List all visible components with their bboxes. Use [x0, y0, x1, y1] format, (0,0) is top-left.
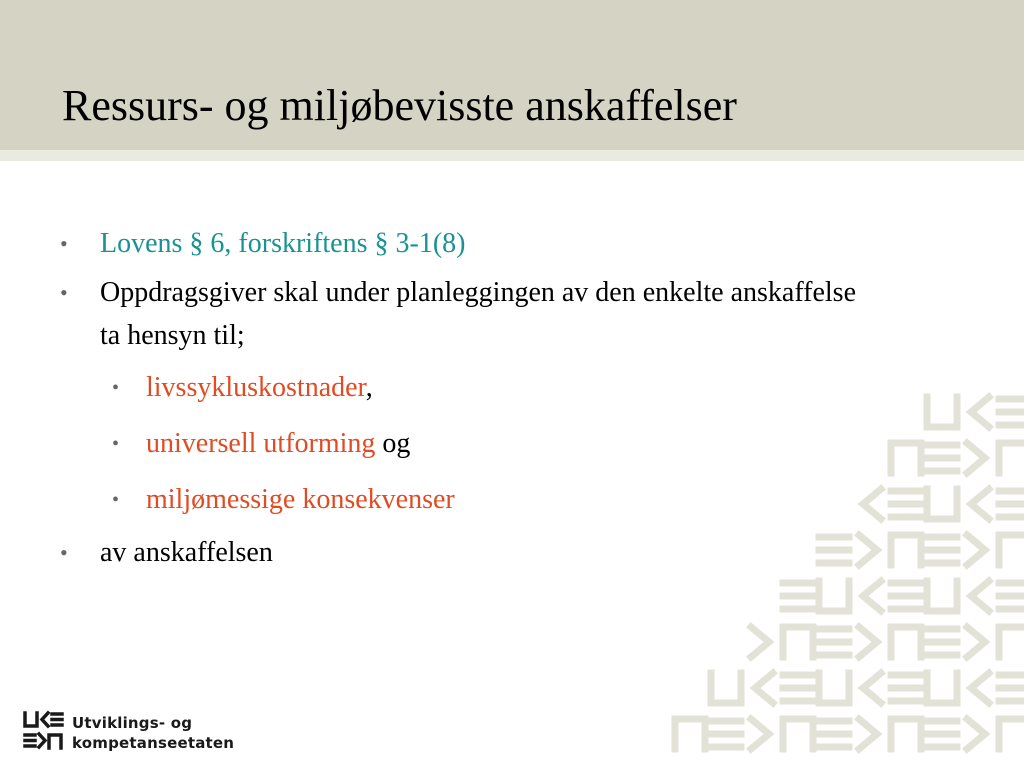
- bullet-dot: •: [60, 231, 68, 256]
- pattern-glyph: [999, 443, 1024, 473]
- bullet-item-law-reference: [60, 222, 880, 265]
- uke-logo: [22, 710, 235, 758]
- sub-bullet-highlight: universell utforming: [146, 428, 376, 459]
- pattern-glyph: [859, 719, 877, 749]
- pattern-glyph: [819, 673, 849, 703]
- pattern-glyph: [971, 489, 989, 519]
- pattern-glyph: [971, 673, 989, 703]
- pattern-glyph: [755, 673, 773, 703]
- pattern-glyph: [891, 535, 921, 565]
- pattern-glyph: [999, 491, 1024, 517]
- pattern-glyph: [971, 581, 989, 611]
- bullet-dot: •: [60, 540, 68, 565]
- slide-title: Ressurs- og miljøbevisste anskaffelser: [62, 81, 737, 130]
- sub-bullet-suffix: ,: [365, 372, 373, 403]
- pattern-glyph: [999, 719, 1024, 749]
- pattern-glyph: [927, 581, 957, 611]
- logo-line-1: Utviklings- og: [72, 714, 193, 732]
- pattern-glyph: [967, 535, 985, 565]
- pattern-glyph: [891, 583, 921, 609]
- bullet-dot: •: [112, 377, 120, 399]
- bullet-dot: •: [112, 489, 120, 511]
- sub-bullet-highlight: miljømessige konsekvenser: [146, 484, 455, 515]
- pattern-glyph: [891, 627, 921, 657]
- pattern-glyph: [783, 583, 813, 609]
- pattern-glyph: [927, 489, 957, 519]
- bullet-text: Oppdragsgiver skal under planleggingen av den enkelte anskaffelse ta hensyn til;: [100, 277, 856, 351]
- pattern-glyph: [999, 583, 1024, 609]
- pattern-glyph: [783, 627, 813, 657]
- pattern-glyph: [783, 675, 813, 701]
- uke-logo-mark-icon: [22, 710, 64, 752]
- pattern-glyph: [891, 491, 921, 517]
- pattern-glyph: [859, 627, 877, 657]
- pattern-glyph: [967, 627, 985, 657]
- pattern-glyph: [819, 629, 849, 655]
- bullet-item-of-procurement: [60, 531, 880, 574]
- sub-bullet-item-universal-design: [60, 419, 880, 469]
- bullet-dot: •: [60, 280, 68, 305]
- pattern-glyph: [711, 673, 741, 703]
- pattern-glyph: [967, 719, 985, 749]
- pattern-glyph: [863, 581, 881, 611]
- bullet-dot: •: [112, 433, 120, 455]
- pattern-glyph: [819, 581, 849, 611]
- pattern-glyph: [999, 535, 1024, 565]
- pattern-glyph: [783, 719, 813, 749]
- pattern-glyph: [971, 397, 989, 427]
- logo-line-2: kompetanseetaten: [72, 734, 235, 752]
- pattern-glyph: [999, 675, 1024, 701]
- pattern-glyph: [927, 629, 957, 655]
- sub-bullet-highlight: livssykluskostnader: [146, 372, 366, 403]
- sub-bullet-item-lifecycle-costs: [60, 363, 880, 413]
- pattern-glyph: [819, 721, 849, 747]
- pattern-glyph: [891, 443, 921, 473]
- pattern-glyph: [751, 627, 769, 657]
- pattern-glyph: [927, 537, 957, 563]
- bullet-text: av anskaffelsen: [100, 537, 273, 568]
- sub-bullet-suffix: og: [375, 428, 411, 459]
- bullet-text: Lovens § 6, forskriftens § 3-1(8): [100, 228, 466, 259]
- pattern-glyph: [967, 443, 985, 473]
- pattern-glyph: [999, 627, 1024, 657]
- pattern-glyph: [891, 675, 921, 701]
- pattern-glyph: [751, 719, 769, 749]
- pattern-glyph: [927, 721, 957, 747]
- logo-text: [72, 713, 234, 753]
- pattern-glyph: [927, 397, 957, 427]
- sub-bullet-item-environmental-consequences: [60, 475, 880, 525]
- bullet-item-requirement: [60, 271, 880, 357]
- pattern-glyph: [999, 399, 1024, 425]
- pattern-glyph: [863, 673, 881, 703]
- pattern-glyph: [927, 445, 957, 471]
- pattern-glyph: [891, 719, 921, 749]
- pattern-glyph: [711, 721, 741, 747]
- bullet-list: [60, 222, 880, 580]
- pattern-glyph: [927, 673, 957, 703]
- pattern-glyph: [675, 719, 705, 749]
